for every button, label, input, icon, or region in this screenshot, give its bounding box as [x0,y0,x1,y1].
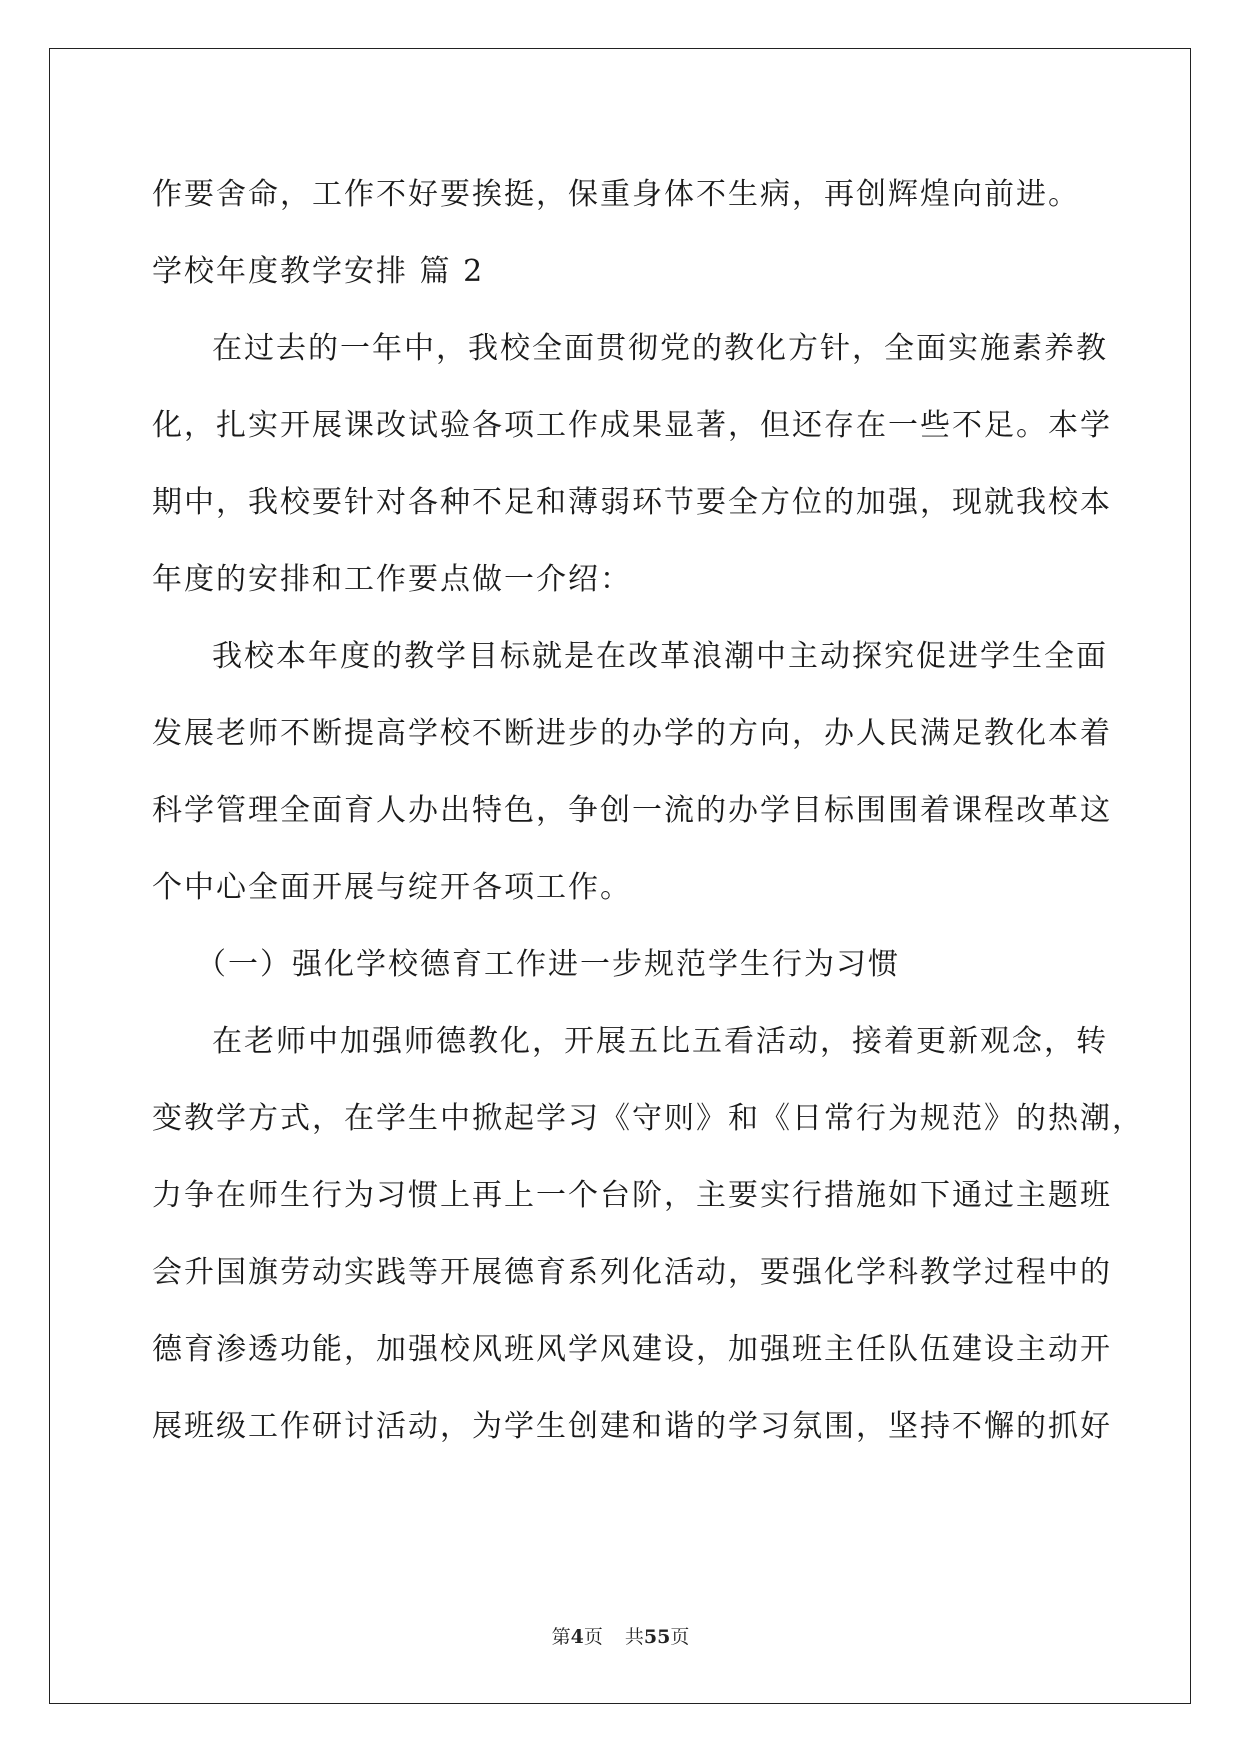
section-heading: 学校年度教学安排 篇 2 [152,254,485,289]
document-body [152,156,1144,1465]
text-line: 年度的安排和工作要点做一介绍： [152,562,632,597]
text-line: 个中心全面开展与绽开各项工作。 [152,870,632,905]
text-line: 化，扎实开展课改试验各项工作成果显著，但还存在一些不足。本学 [152,408,1112,443]
page-footer [0,1622,1241,1649]
subsection-heading: （一）强化学校德育工作进一步规范学生行为习惯 [196,947,900,982]
text-line: 科学管理全面育人办出特色，争创一流的办学目标围围着课程改革这 [152,793,1112,828]
text-line: 在过去的一年中，我校全面贯彻党的教化方针，全面实施素养教 [212,331,1108,366]
total-suffix: 页 [670,1626,690,1648]
text-line: 展班级工作研讨活动，为学生创建和谐的学习氛围，坚持不懈的抓好 [152,1409,1112,1444]
text-line: 德育渗透功能，加强校风班风学风建设，加强班主任队伍建设主动开 [152,1332,1112,1367]
total-prefix: 共 [624,1626,644,1648]
text-line: 发展老师不断提高学校不断进步的办学的方向，办人民满足教化本着 [152,716,1112,751]
text-line: 变教学方式，在学生中掀起学习《守则》和《日常行为规范》的热潮， [152,1101,1144,1136]
text-line: 力争在师生行为习惯上再上一个台阶，主要实行措施如下通过主题班 [152,1178,1112,1213]
page-suffix: 页 [583,1626,603,1648]
text-line: 期中，我校要针对各种不足和薄弱环节要全方位的加强，现就我校本 [152,485,1112,520]
total-pages: 55 [643,1626,671,1648]
text-line: 我校本年度的教学目标就是在改革浪潮中主动探究促进学生全面 [212,639,1108,674]
text-line: 作要舍命，工作不好要挨挺，保重身体不生病，再创辉煌向前进。 [152,177,1080,212]
page-number: 4 [570,1626,584,1648]
text-line: 会升国旗劳动实践等开展德育系列化活动，要强化学科教学过程中的 [152,1255,1112,1290]
page-prefix: 第 [551,1626,571,1648]
text-line: 在老师中加强师德教化，开展五比五看活动，接着更新观念，转 [212,1024,1108,1059]
